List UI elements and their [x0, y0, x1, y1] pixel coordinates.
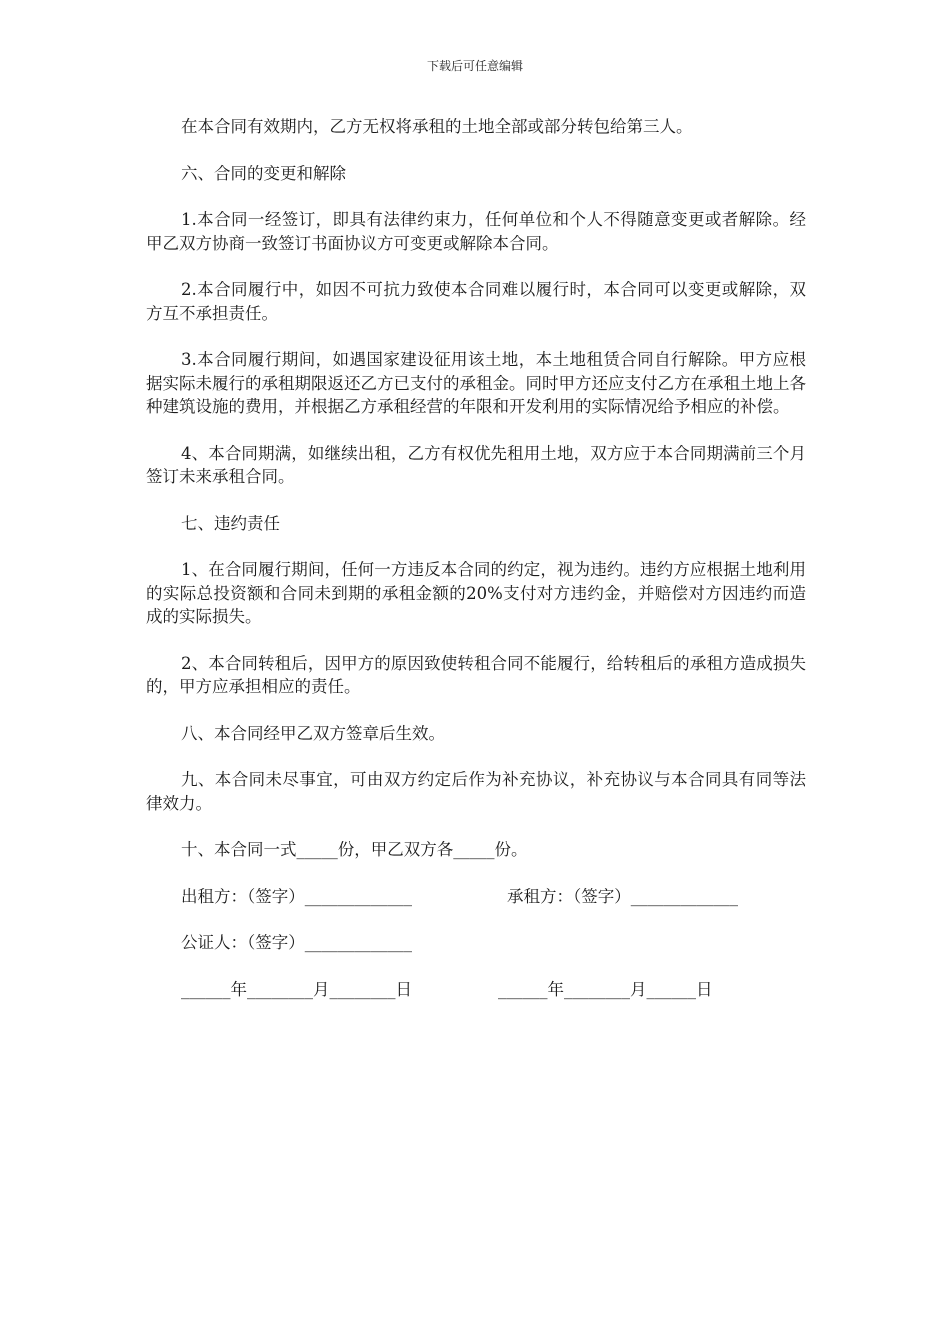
signature-row-parties	[146, 885, 806, 909]
paragraph-6-3: 3.本合同履行期间，如遇国家建设征用该土地，本土地租赁合同自行解除。甲方应根据实际未履行的承租期限返还乙方已支付的承租金。同时甲方还应支付乙方在承租土地上各种建筑设施的费用，并根据乙方承租经营的年限和开发利用的实际情况给予相应的补偿。	[146, 350, 806, 416]
date-row	[146, 978, 806, 1002]
section-8: 八、本合同经甲乙双方签章后生效。	[181, 723, 445, 743]
paragraph-6-1: 1.本合同一经签订，即具有法律约束力，任何单位和个人不得随意变更或者解除。经甲乙双方协商一致签订书面协议方可变更或解除本合同。	[146, 210, 806, 253]
section-heading-7: 七、违约责任	[181, 513, 280, 533]
paragraph-6-2: 2.本合同履行中，如因不可抗力致使本合同难以履行时，本合同可以变更或解除，双方互不承担责任。	[146, 280, 806, 323]
lessor-signature: 出租方：（签字）_____________	[181, 886, 412, 906]
lessee-signature: 承租方：（签字）_____________	[507, 886, 738, 906]
date-left: ______年________月________日	[181, 979, 412, 999]
paragraph-6-4: 4、本合同期满，如继续出租，乙方有权优先租用土地，双方应于本合同期满前三个月签订未来承租合同。	[146, 443, 806, 486]
notary-signature: 公证人：（签字）_____________	[181, 933, 412, 952]
signature-row-notary	[146, 931, 806, 955]
section-9: 九、本合同未尽事宜，可由双方约定后作为补充协议，补充协议与本合同具有同等法律效力。	[146, 770, 806, 813]
date-right: ______年________月______日	[498, 979, 713, 999]
paragraph-7-2: 2、本合同转租后，因甲方的原因致使转租合同不能履行，给转租后的承租方造成损失的，甲方应承担相应的责任。	[146, 653, 806, 696]
paragraph-7-1: 1、在合同履行期间，任何一方违反本合同的约定，视为违约。违约方应根据土地利用的实际总投资额和合同未到期的承租金额的20%支付对方违约金，并赔偿对方因违约而造成的实际损失。	[146, 560, 806, 626]
section-10: 十、本合同一式_____份，甲乙双方各_____份。	[181, 840, 528, 859]
section-heading-6: 六、合同的变更和解除	[181, 163, 346, 183]
contract-body	[146, 115, 806, 1024]
page-header: 下载后可任意编辑	[426, 59, 523, 73]
paragraph-sublease-clause: 在本合同有效期内，乙方无权将承租的土地全部或部分转包给第三人。	[181, 117, 693, 136]
